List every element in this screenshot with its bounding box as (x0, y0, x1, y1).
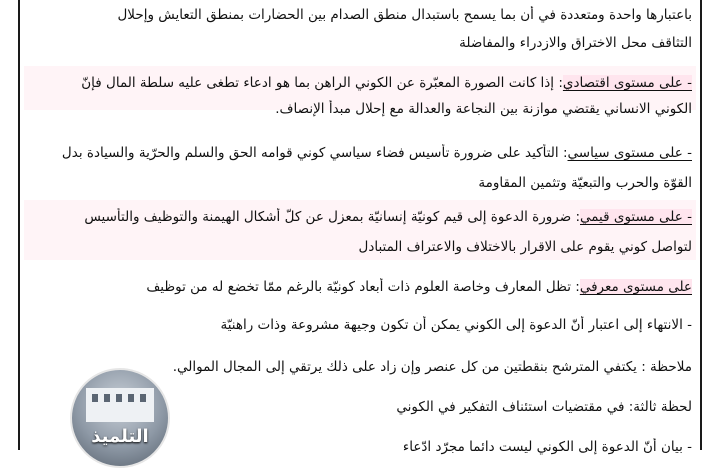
page-border-left (18, 0, 20, 450)
paragraph-line (32, 74, 692, 92)
paragraph-line (32, 278, 692, 296)
building-image (86, 388, 154, 422)
paragraph-line: - بيان أنّ الدعوة إلى الكوني ليست دائما مجرّد ادّعاء (402, 439, 692, 455)
paragraph-text: : ضرورة الدعوة إلى قيم كونيّة إنسانيّة بمعزل عن كلّ أشكال الهيمنة والتوظيف والتأسيس (84, 209, 580, 225)
paragraph-text: : إذا كانت الصورة المعبّرة عن الكوني الراهن بما هو ادعاء تطغى عليه سلطة المال فإنّ (81, 75, 563, 91)
paragraph-line (32, 144, 692, 162)
logo-text: التلميذ (91, 426, 149, 447)
paragraph-line (32, 208, 692, 226)
logo-avatar (70, 368, 170, 468)
paragraph-line: الكوني الانساني يقتضي موازنة بين النجاعة والعدالة مع إحلال مبدأ الإنصاف. (275, 101, 692, 117)
knowledge-level-label: على مستوى معرفي (579, 279, 692, 295)
values-level-label: - على مستوى قيمي (580, 209, 692, 225)
paragraph-line: - الانتهاء إلى اعتبار أنّ الدعوة إلى الكوني يمكن أن تكون وجيهة مشروعة وذات راهنيّة (220, 317, 692, 333)
economic-level-label: - على مستوى اقتصادي (562, 75, 692, 91)
paragraph-text: : تظل المعارف وخاصة العلوم ذات أبعاد كونيّة بالرغم ممّا تخضع له من توظيف (146, 279, 580, 295)
page-border-right (700, 0, 702, 450)
paragraph-line: لتواصل كوني يقوم على الاقرار بالاختلاف والاعتراف المتبادل (358, 239, 692, 255)
paragraph-line: التثاقف محل الاختراق والازدراء والمفاضلة (459, 35, 692, 51)
paragraph-line: القوّة والحرب والتبعيّة وتثمين المقاومة (478, 175, 692, 191)
paragraph-line: باعتبارها واحدة ومتعددة في أن بما يسمح باستبدال منطق الصدام بين الحضارات بمنطق التعايش وإحلال (117, 7, 692, 23)
paragraph-text: : التأكيد على ضرورة تأسيس فضاء سياسي كوني قوامه الحق والسلم والحرّية والسيادة بدل (61, 145, 568, 161)
note-line: ملاحظة : يكتفي المترشح بنقطتين من كل عنصر وإن زاد على ذلك يرتقي إلى المجال الموالي. (172, 359, 692, 375)
section-heading: لحظة ثالثة: في مقتضيات استئناف التفكير في الكوني (396, 399, 692, 415)
political-level-label: - على مستوى سياسي (567, 145, 692, 161)
